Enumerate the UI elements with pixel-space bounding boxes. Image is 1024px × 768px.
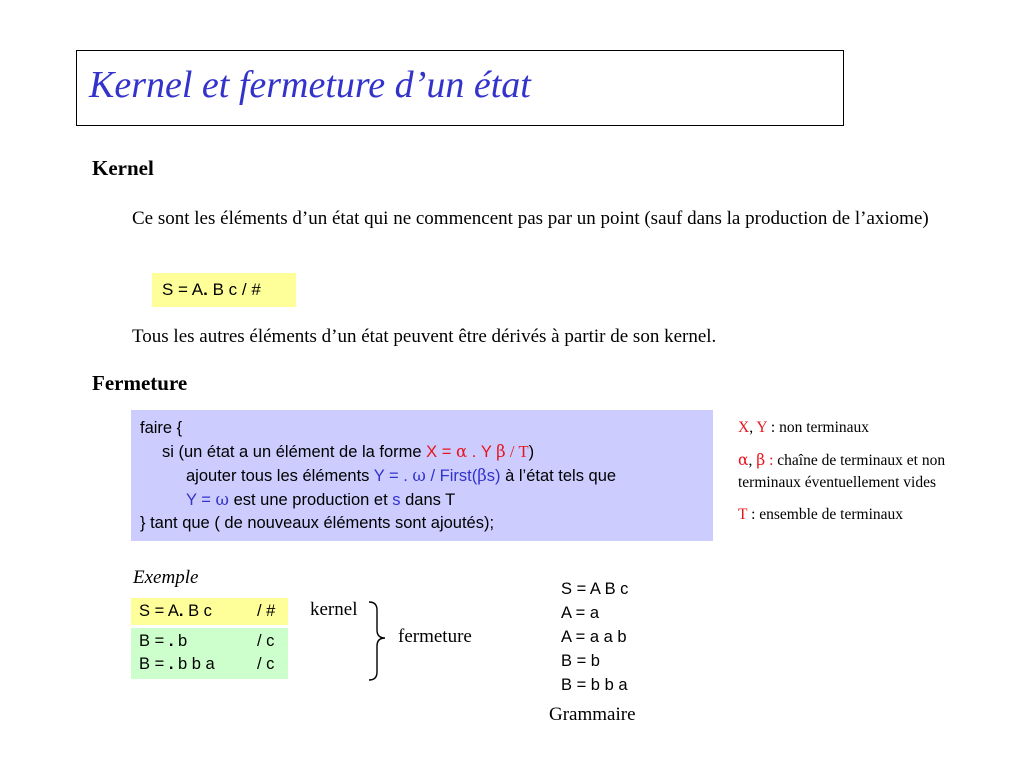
closure-2-rhs: b b a xyxy=(173,655,215,673)
algo-l2-close: ) xyxy=(528,443,535,461)
algo-l2-x: X = xyxy=(426,443,456,461)
example-kernel-row xyxy=(131,598,288,625)
algo-line-5: } tant que ( de nouveaux éléments sont ajoutés); xyxy=(140,514,495,532)
algo-l2-t: / T xyxy=(505,442,529,461)
algo-l4-tail: dans T xyxy=(400,491,456,509)
algo-l3-tail: à l’état tels que xyxy=(500,467,617,485)
algo-l3-s: s) xyxy=(486,467,501,485)
kernel-heading: Kernel xyxy=(92,156,154,180)
algo-l2-y: . Y xyxy=(467,443,497,461)
algo-line-1: faire { xyxy=(140,419,183,437)
algorithm-box xyxy=(131,410,713,541)
legend-beta: β xyxy=(756,451,766,469)
kernel-annotation: kernel xyxy=(310,599,358,620)
algo-l3-first: / First( xyxy=(425,467,478,485)
page-title: Kernel et fermeture d’un état xyxy=(89,64,531,106)
kernel-definition: Ce sont les éléments d’un état qui ne commencent pas par un point (sauf dans la production de l’axiome) xyxy=(132,208,929,229)
algo-l2-beta: β xyxy=(496,442,506,461)
grammar-rule: A = a a b xyxy=(561,628,627,646)
algo-l4-omega: ω xyxy=(215,490,229,509)
algo-line-3 xyxy=(140,464,713,488)
algo-l2-alpha: α xyxy=(455,442,468,461)
algo-l2-text: si (un état a un élément de la forme xyxy=(162,443,427,461)
example-kernel-dot: . xyxy=(178,602,184,620)
legend-item-terminals xyxy=(738,504,998,526)
legend-text-2: chaîne de terminaux et non terminaux éventuellement vides xyxy=(738,452,946,491)
grammar-rule: A = a xyxy=(561,604,600,622)
kernel-example-box xyxy=(152,273,296,307)
legend-x: X xyxy=(738,419,750,436)
brace-icon xyxy=(365,600,389,682)
example-closure-row-1 xyxy=(131,630,288,653)
example-label: Exemple xyxy=(133,567,199,588)
legend xyxy=(738,417,998,526)
example-kernel-lhs xyxy=(139,598,212,625)
algo-line-4 xyxy=(140,488,713,512)
example-kernel-rhs: B c xyxy=(183,602,212,620)
grammar-rules xyxy=(561,577,628,697)
kernel-example-pre: S = A xyxy=(162,280,204,299)
algo-line-2 xyxy=(140,440,713,464)
example-kernel-lhs-text: S = A xyxy=(139,602,179,620)
grammar-rule: B = b xyxy=(561,652,600,670)
fermeture-heading: Fermeture xyxy=(92,371,188,395)
legend-text-3: : ensemble de terminaux xyxy=(747,506,904,523)
grammar-rule: S = A B c xyxy=(561,580,629,598)
example-closure-row-2 xyxy=(131,653,288,676)
kernel-example-post: B c / # xyxy=(207,280,261,299)
kernel-example-dot: . xyxy=(203,280,208,299)
grammar-label: Grammaire xyxy=(549,704,636,725)
legend-item-strings xyxy=(738,449,998,494)
legend-comma-1: , xyxy=(749,419,757,436)
algo-l4-s: s xyxy=(392,491,401,509)
closure-2-lookahead: / c xyxy=(257,655,275,673)
closure-2-dot: . xyxy=(168,655,174,673)
closure-1-rhs: b xyxy=(173,632,188,650)
closure-1-lhs: B = xyxy=(139,632,169,650)
legend-alpha: α xyxy=(738,451,749,469)
algo-l4-y: Y = xyxy=(186,491,216,509)
algo-l4-mid: est une production et xyxy=(228,491,393,509)
closure-1-lookahead: / c xyxy=(257,632,275,650)
example-kernel-lookahead: / # xyxy=(257,602,276,620)
example-closure-box xyxy=(131,628,288,679)
closure-1-dot: . xyxy=(168,632,174,650)
grammar-rule: B = b b a xyxy=(561,676,628,694)
legend-comma-2: , xyxy=(748,452,757,469)
legend-item-nonterminals xyxy=(738,417,998,439)
algo-l3-text: ajouter tous les éléments xyxy=(186,467,374,485)
legend-text-1: : non terminaux xyxy=(767,419,870,436)
kernel-note: Tous les autres éléments d’un état peuvent être dérivés à partir de son kernel. xyxy=(132,326,717,347)
algo-l3-beta: β xyxy=(477,466,487,485)
legend-y: Y xyxy=(756,419,768,436)
algo-l3-omega: ω xyxy=(412,466,426,485)
legend-colon: : xyxy=(765,452,774,469)
fermeture-annotation: fermeture xyxy=(398,626,472,647)
closure-2-lhs: B = xyxy=(139,655,169,673)
legend-t: T xyxy=(738,506,748,523)
algo-l3-y: Y = . xyxy=(373,467,413,485)
title-box xyxy=(76,50,844,126)
